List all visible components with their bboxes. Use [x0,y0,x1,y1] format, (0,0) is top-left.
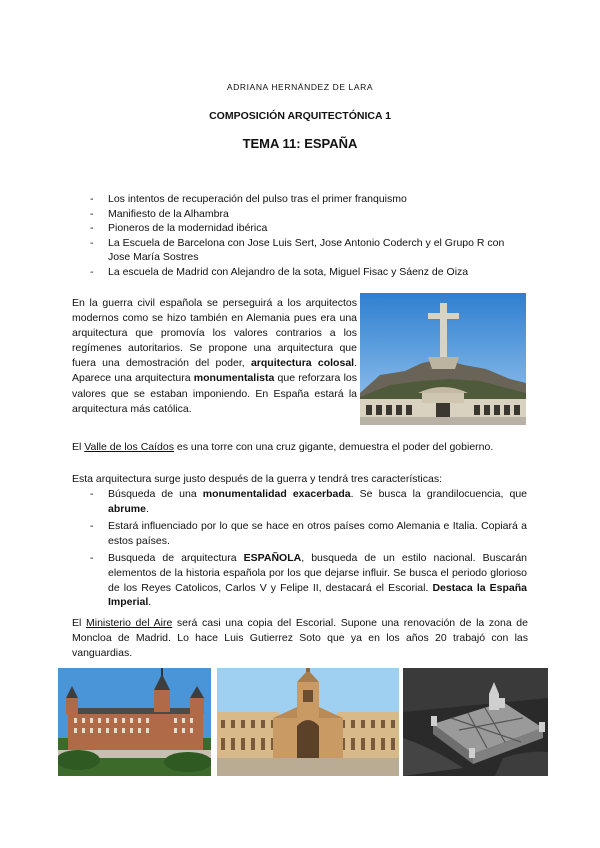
ministerio-del-aire-photo [58,668,211,776]
list-item: - La Escuela de Barcelona con Jose Luis Sert, Jose Antonio Coderch y el Grupo R con Jose María Sostres [90,236,528,265]
ministerio-link[interactable]: Ministerio del Aire [85,617,173,629]
courtyard-church-photo [217,668,399,776]
paragraph-characteristics: Esta arquitectura surge justo después de la guerra y tendrá tres características: [72,473,443,485]
list-item: - Manifiesto de la Alhambra [90,207,528,222]
list-item: - Los intentos de recuperación del pulso tras el primer franquismo [90,192,528,207]
paragraph-valle: El Valle de los Caídos es una torre con una cruz gigante, demuestra el poder del gobierno. [72,441,494,453]
valle-link[interactable]: Valle de los Caídos [84,441,174,453]
list-item: - Búsqueda de una monumentalidad exacerbada. Se busca la grandilocuencia, que abrume. [90,487,527,516]
paragraph-ministerio: El Ministerio del Aire será casi una copia del Escorial. Supone una renovación de la zona de Moncloa de Madrid. Lo hace Luis Gutierrez Soto que ya en los años 20 trabajó con las vanguardias. [72,617,528,660]
list-item: - Estará influenciado por lo que se hace en otros países como Alemania e Italia. Copiará a estos países. [90,519,527,548]
list-item: - Pioneros de la modernidad ibérica [90,221,528,236]
list-item: - La escuela de Madrid con Alejandro de la sota, Miguel Fisac y Sáenz de Oiza [90,265,528,280]
valle-de-los-caidos-photo [360,293,526,425]
topic-title: TEMA 11: ESPAÑA [242,136,358,151]
author-name: ADRIANA HERNÁNDEZ DE LARA [226,82,374,92]
list-item: - Busqueda de arquitectura ESPAÑOLA, busqueda de un estilo nacional. Buscarán elementos de la historia española por los que dejarse influir. Se busca el periodo glorioso de los Reyes Catolicos, Carlos V y Felipe II, destacará el Escorial. Destaca la España Imperial. [90,551,527,609]
characteristics-list [90,487,527,613]
subject-title: COMPOSICIÓN ARQUITECTÓNICA 1 [209,110,391,122]
paragraph-civil-war: En la guerra civil española se perseguirá a los arquitectos modernos como se hizo también en Alemania pues era una arquitectura que promovía los valores contrarios a los regímenes autoritarios. Se propone una arquitectura que fuera una demostración del poder, arquitectura colosal. Aparece una arquitectura monumentalista que reforzara los valores que se estaban imponiendo. En España estará la arquitectura más católica. [72,297,357,415]
intro-list [90,192,528,280]
escorial-aerial-photo [403,668,548,776]
